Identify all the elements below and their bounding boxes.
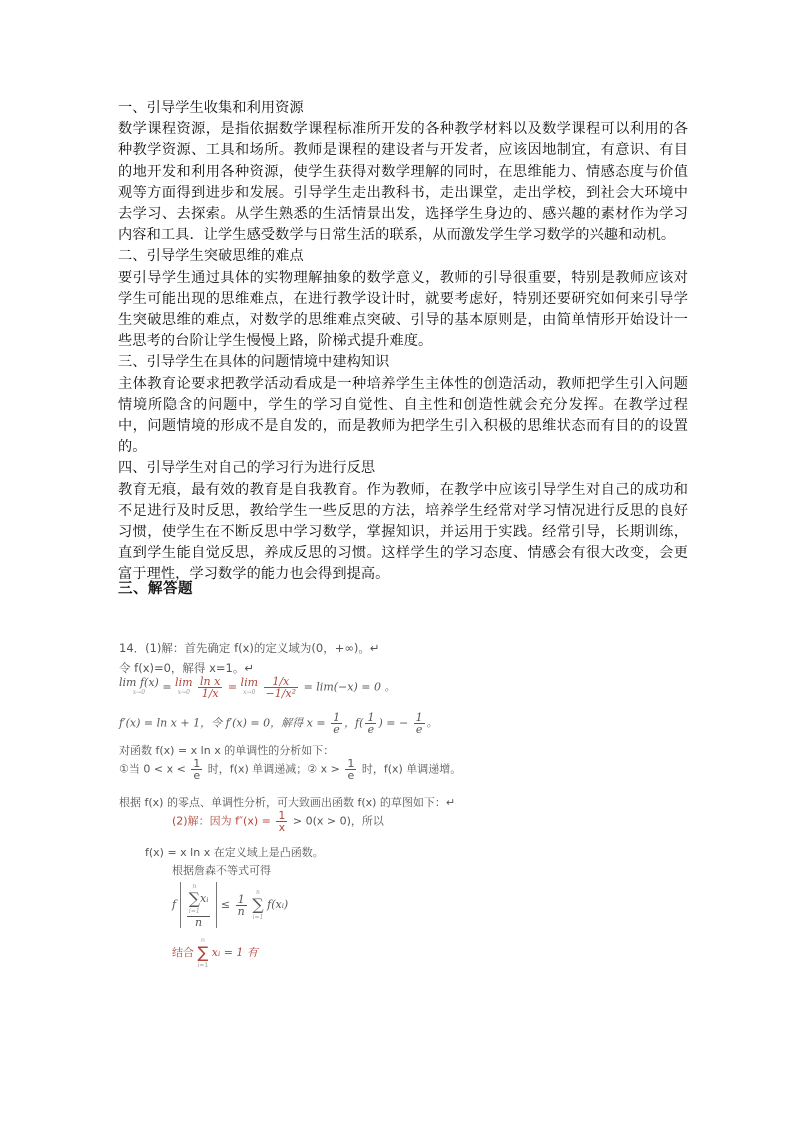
sigma-bot: i=1 <box>197 962 209 969</box>
section-body-3: 主体教育论要求把教学活动看成是一种培养学生主体性的创造活动，教师把学生引入问题情境所隐含的问题中，学生的学习自觉性、自主性和创造性就会充分发挥。在教学过程中，问题情境的形成不是自发的，而是教师为把学生引入积极的思维状态而有目的的设置的。 <box>118 375 688 456</box>
frac-num: 1 <box>278 809 286 822</box>
section-heading-4: 四、引导学生对自己的学习行为进行反思 <box>118 460 376 477</box>
sigma-top: n <box>200 937 205 944</box>
frac-num: 1/x <box>264 676 299 688</box>
derivative-text: f′(x) = ln x + 1，令 f′(x) = 0，解得 x = <box>119 716 326 730</box>
derivative-text-c: ) = − <box>378 716 409 730</box>
frac-num: 1 <box>333 711 341 724</box>
solution-line-10: 根据詹森不等式可得 <box>172 864 271 877</box>
frac-den: e <box>193 769 201 782</box>
jensen-f: f <box>172 898 177 911</box>
jensen-xi: xᵢ <box>200 892 209 905</box>
frac-den: e <box>367 723 375 736</box>
article-body <box>118 98 688 586</box>
solution-derivative-line <box>119 712 438 735</box>
combine-text-b: xᵢ = 1 有 <box>211 946 258 959</box>
monotonic-text-c: 时，f(x) 单调递增。 <box>361 762 462 776</box>
sigma-bot: i=1 <box>252 914 264 921</box>
limit-lhs: lim f(x) <box>119 675 159 689</box>
solution-part2-line <box>172 810 384 833</box>
jensen-inequality: f n ∑ i=1 xᵢ n ≤ $\frac{1}{n}$ n ∑ i=1 f(xᵢ) <box>172 883 289 929</box>
sigma-top: n <box>192 883 197 890</box>
solution-line-1: 14．(1)解：首先确定 f(x)的定义域为(0，+∞)。↵ <box>119 641 380 655</box>
section-heading-2: 二、引导学生突破思维的难点 <box>118 248 304 265</box>
derivative-end: 。 <box>426 716 438 730</box>
solution-combine-line: 结合 n ∑ i=1 xᵢ = 1 有 <box>172 937 258 969</box>
solution-line-7: 根据 f(x) 的零点、单调性分析，可大致画出函数 f(x) 的草图如下：↵ <box>119 796 456 809</box>
frac-den: x <box>278 821 286 834</box>
frac-den: e <box>415 723 423 736</box>
answer-section-title: 三、解答题 <box>118 581 193 597</box>
frac-den: 1/x <box>201 687 219 700</box>
jensen-fxi: f(xᵢ) <box>267 898 289 911</box>
limit-sub: x→0 <box>177 688 190 696</box>
derivative-text-b: ，f( <box>344 716 364 730</box>
monotonic-text-b: 时，f(x) 单调递减；② x > <box>207 762 340 776</box>
frac-num: ln x <box>200 675 221 688</box>
limit-sub: x→0 <box>243 688 256 696</box>
solution-line-9: f(x) = x ln x 在定义域上是凸函数。 <box>145 846 324 859</box>
frac-num: 1 <box>193 757 201 770</box>
section-heading-1: 一、引导学生收集和利用资源 <box>118 100 304 116</box>
frac-den: e <box>333 723 340 736</box>
section-body-1: 数学课程资源，是指依据数学课程标准所开发的各种教学材料以及数学课程可以利用的各种教学资源、工具和场所。教师是课程的建设者与开发者，应该因地制宜，有意识、有目的地开发和利用各种资源，使学生获得对数学理解的同时，在思维能力、情感态度与价值观等方面得到进步和发展。引导学生走出教科书，走出课堂，走出学校，到社会大环境中去学习、去探索。从学生熟悉的生活情景出发，选择学生身边的、感兴趣的素材作为学习内容和工具．让学生感受数学与日常生活的联系，从而激发学生学习数学的兴趣和动机。 <box>118 121 688 244</box>
limit-sub: x→0 <box>132 688 146 696</box>
frac-den: n <box>194 916 203 929</box>
frac-num: 1 <box>236 894 247 906</box>
section-body-2: 要引导学生通过具体的实物理解抽象的数学意义，教师的引导很重要，特别是教师应该对学生可能出现的思维难点，在进行教学设计时，就要考虑好，特别还要研究如何来引导学生突破思维的难点，对数学的思维难点突破、引导的基本原则是，由简单情形开始设计一些思考的台阶让学生慢慢上路，阶梯式提升难度。 <box>118 269 688 350</box>
solution-monotonic-line <box>119 758 461 781</box>
part2-text-b: > 0(x > 0)，所以 <box>292 814 384 828</box>
frac-num: 1 <box>415 711 423 724</box>
combine-text-a: 结合 <box>172 946 194 959</box>
limit-rhs: lim(−x) = 0 。 <box>316 680 396 694</box>
section-heading-3: 三、引导学生在具体的问题情境中建构知识 <box>118 354 390 371</box>
monotonic-text-a: ①当 0 < x < <box>119 762 186 776</box>
frac-num: 1 <box>347 757 355 770</box>
section-body-4: 教育无痕，最有效的教育是自我教育。作为教师，在教学中应该引导学生对自己的成功和不足进行及时反思，教给学生一些反思的方法，培养学生经常对学习情况进行反思的良好习惯，使学生在不断反思中学习数学，掌握知识，并运用于实践。经常引导，长期训练，直到学生能自觉反思，养成反思的习惯。这样学生的学习态度、情感会有很大改变，会更富于理性，学习数学的能力也会得到提高。 <box>118 481 688 583</box>
solution-limit-line: lim f(x) x→0 = lim x→0 $\frac{\text{ln x}}{1/x}$ = lim x→0 $\frac{1/x}{\text{−1/x²}}$ = lim(−x) = 0 。 <box>119 675 396 700</box>
solution-image <box>115 630 535 970</box>
frac-den: n <box>237 904 245 918</box>
solution-line-2: 令 f(x)=0，解得 x=1。↵ <box>119 661 254 675</box>
frac-den: −1/x² <box>265 687 297 700</box>
sigma-bot: i=1 <box>188 908 200 915</box>
sigma-top: n <box>256 889 260 896</box>
frac-num: 1 <box>367 711 375 724</box>
part2-text-a: (2)解：因为 f″(x) = <box>172 814 271 828</box>
jensen-le: ≤ <box>220 898 231 911</box>
frac-den: e <box>347 769 355 782</box>
solution-line-5: 对函数 f(x) = x ln x 的单调性的分析如下： <box>119 744 335 757</box>
